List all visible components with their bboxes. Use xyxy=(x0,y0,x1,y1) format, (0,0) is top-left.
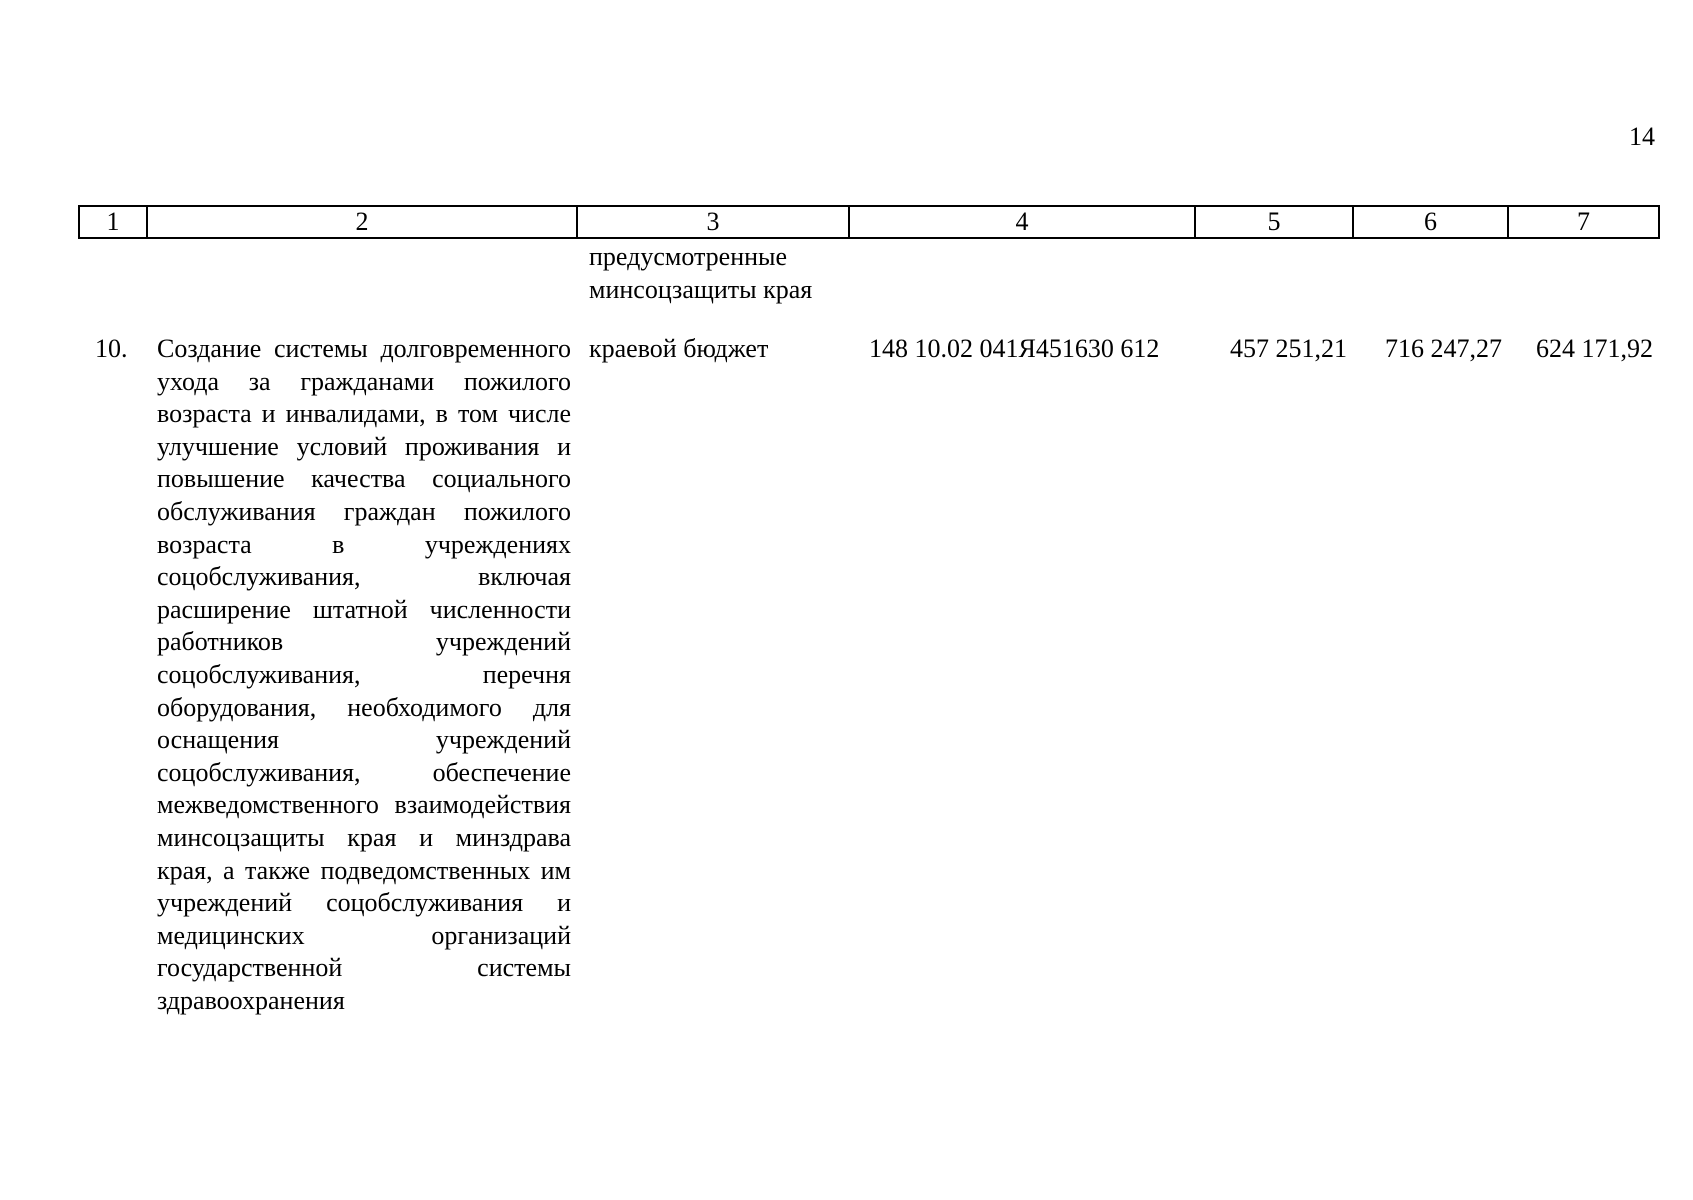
page-number: 14 xyxy=(1629,122,1655,151)
header-col-6: 6 xyxy=(1353,206,1508,238)
continuation-col-6 xyxy=(1353,238,1508,333)
row-funding-source: краевой бюджет xyxy=(589,334,769,363)
header-col-2: 2 xyxy=(147,206,577,238)
header-col-5: 5 xyxy=(1195,206,1353,238)
row-value-col-5: 457 251,21 xyxy=(1230,334,1347,363)
continuation-source-text: предусмотренные минсоцзащиты края xyxy=(589,242,813,304)
row-number: 10. xyxy=(95,334,128,363)
row-measure-name: Создание системы долговременного ухода за гражданами пожилого возраста и инвалидами, в том числе улучшение условий проживания и повышение качества социального обслуживания граждан пожилого возраста в учреждениях соцобслуживания, включая расширение штатной численности работников учреждений соцобслуживания, перечня оборудования, необходимого для оснащения учреждений соцобслуживания, обеспечение межведомственного взаимодействия минсоцзащиты края и минздрава края, а также подведомственных им учреждений соцобслуживания и медицинских организаций государственной системы здравоохранения xyxy=(157,334,571,1015)
budget-table xyxy=(78,205,1660,1017)
budget-table-container xyxy=(78,205,1658,1017)
row-budget-code: 148 10.02 041Я451630 612 xyxy=(869,334,1160,363)
table-header-row xyxy=(79,206,1659,238)
header-col-4: 4 xyxy=(849,206,1195,238)
continuation-col-1 xyxy=(79,238,147,333)
table-row xyxy=(79,333,1659,1017)
continuation-col-7 xyxy=(1508,238,1659,333)
row-value-col-6: 716 247,27 xyxy=(1385,334,1502,363)
header-col-7: 7 xyxy=(1508,206,1659,238)
continuation-col-4 xyxy=(849,238,1195,333)
continuation-row xyxy=(79,238,1659,333)
row-value-col-7: 624 171,92 xyxy=(1536,334,1653,363)
header-col-1: 1 xyxy=(79,206,147,238)
continuation-col-5 xyxy=(1195,238,1353,333)
header-col-3: 3 xyxy=(577,206,849,238)
continuation-col-2 xyxy=(147,238,577,333)
